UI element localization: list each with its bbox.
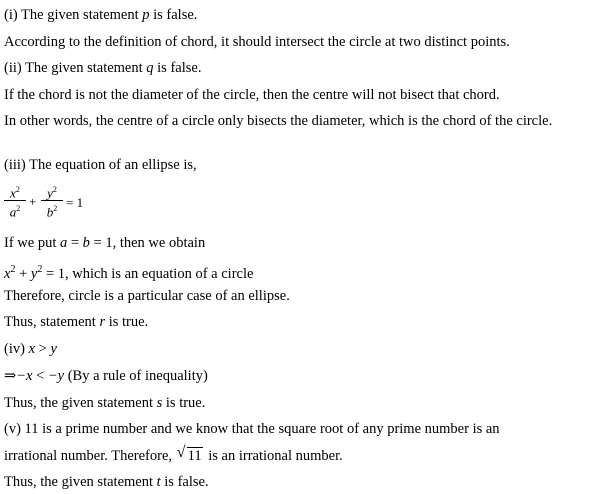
var-y: y xyxy=(30,265,38,282)
text: = xyxy=(67,235,83,251)
ellipse-equation xyxy=(4,182,124,226)
statement-r-line xyxy=(4,313,148,331)
var-r: r xyxy=(99,314,106,330)
var-q: q xyxy=(146,60,154,76)
fraction-x-over-a xyxy=(4,182,26,220)
text: is true. xyxy=(162,395,206,411)
text: = 1, which is an equation of a circle xyxy=(42,265,254,282)
plus-sign: + xyxy=(29,194,37,209)
exp: 2 xyxy=(37,264,43,275)
statement-i-line xyxy=(4,6,197,24)
var-x: x xyxy=(28,341,35,357)
text: = 1, then we obtain xyxy=(89,235,206,251)
a: a xyxy=(9,204,17,220)
text: < xyxy=(32,368,48,384)
text: (iv) xyxy=(4,341,29,357)
text: (i) The given statement xyxy=(4,7,143,23)
statement-iii-line: (iii) The equation of an ellipse is, xyxy=(4,157,197,173)
text: is an irrational number. xyxy=(204,448,343,464)
statement-ii-line xyxy=(4,59,201,77)
text: is false. xyxy=(153,60,202,76)
text: is true. xyxy=(105,314,149,330)
text: Thus, statement xyxy=(4,314,100,330)
var-s: s xyxy=(156,395,163,411)
chord-definition-line: According to the definition of chord, it should intersect the circle at two distinct points. xyxy=(4,34,510,50)
particular-case-line: Therefore, circle is a particular case of an ellipse. xyxy=(4,288,290,304)
x: x xyxy=(10,185,16,201)
text: is false. xyxy=(149,7,198,23)
text: + xyxy=(15,265,31,282)
inequality-line xyxy=(4,367,208,385)
chord-diameter-line: If the chord is not the diameter of the circle, then the centre will not bisect that chord. xyxy=(4,87,500,103)
exp: 2 xyxy=(52,185,57,194)
var-x: x xyxy=(4,265,11,282)
statement-t-line xyxy=(4,473,209,491)
exp: 2 xyxy=(53,204,58,214)
text: > xyxy=(35,341,51,357)
radicand: 11 xyxy=(187,448,202,464)
text: Thus, the given statement xyxy=(4,395,157,411)
text: (ii) The given statement xyxy=(4,60,147,76)
radical-sign: √ xyxy=(176,444,186,461)
text: (By a rule of inequality) xyxy=(64,368,208,384)
var-t: t xyxy=(156,474,161,490)
exp: 2 xyxy=(15,185,20,194)
circle-equation-line xyxy=(4,261,253,283)
statement-iv-line xyxy=(4,340,57,358)
neg-x: −x xyxy=(16,368,33,384)
statement-v-line: (v) 11 is a prime number and we know that the square root of any prime number is an xyxy=(4,421,500,437)
text: Thus, the given statement xyxy=(4,474,157,490)
substitution-line xyxy=(4,234,205,252)
square-root xyxy=(176,444,203,465)
var-y: y xyxy=(50,341,57,357)
irrational-line xyxy=(4,444,343,465)
text: irrational number. Therefore, xyxy=(4,448,176,464)
text: If we put xyxy=(4,235,60,251)
implies-arrow: ⇒ xyxy=(4,368,17,384)
var-a: a xyxy=(59,235,68,251)
var-p: p xyxy=(142,7,150,23)
statement-s-line xyxy=(4,394,205,412)
exp: 2 xyxy=(16,204,21,214)
other-words-paragraph: In other words, the centre of a circle only bisects the diameter, which is the chord of the circle. xyxy=(4,113,553,129)
neg-y: −y xyxy=(47,368,65,384)
text: is false. xyxy=(160,474,209,490)
var-b: b xyxy=(82,235,90,251)
exp: 2 xyxy=(10,264,16,275)
equals-one: = 1 xyxy=(66,195,84,210)
b: b xyxy=(46,204,54,220)
fraction-y-over-b xyxy=(41,182,63,220)
y: y xyxy=(47,185,53,201)
